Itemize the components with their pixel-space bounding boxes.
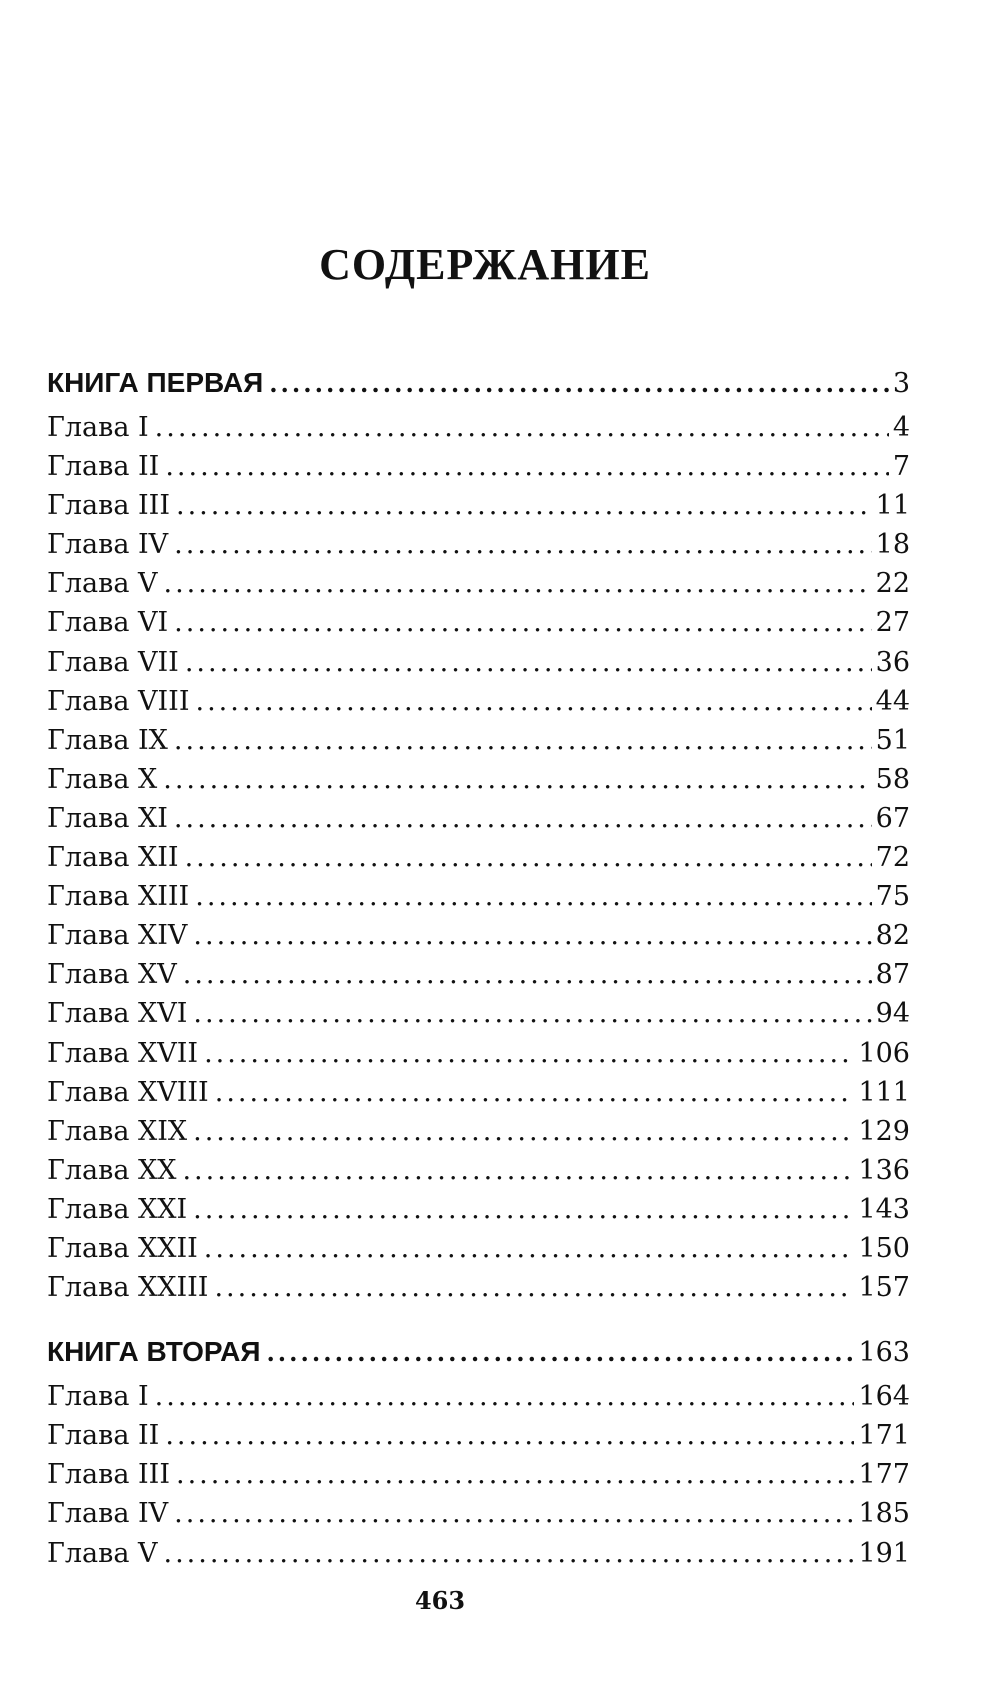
dot-leader — [183, 955, 872, 994]
dot-leader — [164, 1534, 855, 1573]
chapter-entry-label: Глава III — [47, 1459, 171, 1491]
dot-leader — [215, 1073, 855, 1112]
dot-leader — [185, 838, 872, 877]
chapter-entry-label: Глава XXIII — [47, 1272, 209, 1304]
chapter-entry-label: Глава XIX — [47, 1115, 188, 1147]
dot-leader — [193, 1112, 854, 1151]
dot-leader — [185, 643, 872, 682]
chapter-entry-label: Глава IV — [47, 529, 169, 561]
chapter-entry-page-number: 94 — [875, 998, 910, 1030]
dot-leader — [266, 1328, 854, 1378]
chapter-entry — [47, 603, 910, 642]
dot-leader — [269, 359, 889, 409]
dot-leader — [163, 760, 871, 799]
chapter-entry-page-number: 44 — [875, 685, 910, 717]
chapter-entry-label: Глава XVI — [47, 998, 188, 1030]
book-heading — [47, 358, 910, 408]
dot-leader — [204, 1034, 854, 1073]
chapter-entry — [47, 408, 910, 447]
chapter-entry-label: Глава I — [47, 1381, 149, 1413]
dot-leader — [176, 1455, 854, 1494]
book-heading — [47, 1327, 910, 1377]
dot-leader — [193, 994, 871, 1033]
book-heading-label: КНИГА ВТОРАЯ — [47, 1336, 261, 1368]
chapter-entry-label: Глава II — [47, 1420, 160, 1452]
chapter-entry-page-number: 191 — [858, 1537, 910, 1569]
section-gap — [47, 1307, 910, 1327]
chapter-entry — [47, 799, 910, 838]
chapter-entry-page-number: 18 — [875, 529, 910, 561]
chapter-entry-label: Глава IV — [47, 1498, 169, 1530]
table-of-contents — [47, 358, 910, 1573]
chapter-entry-label: Глава XVIII — [47, 1076, 209, 1108]
chapter-entry-label: Глава XI — [47, 802, 168, 834]
book-heading-page-number: 163 — [858, 1337, 910, 1369]
chapter-entry — [47, 1494, 910, 1533]
dot-leader — [193, 916, 871, 955]
chapter-entry — [47, 1112, 910, 1151]
page-number: 463 — [414, 1586, 466, 1615]
chapter-entry — [47, 682, 910, 721]
chapter-entry — [47, 525, 910, 564]
chapter-entry-label: Глава XV — [47, 959, 177, 991]
chapter-entry — [47, 1229, 910, 1268]
chapter-entry-page-number: 11 — [875, 490, 910, 522]
chapter-entry — [47, 1151, 910, 1190]
chapter-entry-page-number: 136 — [858, 1154, 910, 1186]
chapter-entry-label: Глава XXI — [47, 1193, 188, 1225]
dot-leader — [182, 1151, 854, 1190]
chapter-entry-page-number: 51 — [875, 724, 910, 756]
chapter-entry — [47, 1190, 910, 1229]
chapter-entry-page-number: 58 — [875, 763, 910, 795]
dot-leader — [174, 603, 871, 642]
chapter-entry-label: Глава VI — [47, 607, 169, 639]
chapter-entry-label: Глава XX — [47, 1154, 177, 1186]
chapter-entry — [47, 721, 910, 760]
chapter-entry-label: Глава I — [47, 412, 149, 443]
chapter-entry-page-number: 171 — [858, 1420, 910, 1452]
chapter-entry-label: Глава X — [47, 763, 158, 795]
chapter-entry — [47, 1377, 910, 1416]
chapter-entry-page-number: 36 — [875, 646, 910, 678]
chapter-entry — [47, 1534, 910, 1573]
chapter-entry — [47, 1416, 910, 1455]
chapter-entry-label: Глава V — [47, 1537, 158, 1569]
dot-leader — [165, 447, 888, 486]
chapter-entry-label: Глава V — [47, 568, 158, 600]
chapter-entry-page-number: 106 — [858, 1037, 910, 1069]
chapter-entry-page-number: 87 — [875, 959, 910, 991]
chapter-entry-page-number: 150 — [858, 1232, 910, 1264]
dot-leader — [193, 1190, 854, 1229]
dot-leader — [155, 408, 889, 447]
dot-leader — [174, 525, 871, 564]
dot-leader — [155, 1377, 855, 1416]
chapter-entry — [47, 838, 910, 877]
chapter-entry — [47, 760, 910, 799]
chapter-entry — [47, 1073, 910, 1112]
dot-leader — [195, 877, 871, 916]
chapter-entry-page-number: 27 — [875, 607, 910, 639]
chapter-entry — [47, 877, 910, 916]
dot-leader — [176, 486, 872, 525]
chapter-entry-page-number: 7 — [892, 451, 910, 483]
chapter-entry-page-number: 111 — [858, 1076, 910, 1108]
chapter-entry-label: Глава IX — [47, 724, 168, 756]
dot-leader — [174, 799, 872, 838]
chapter-entry-label: Глава XIV — [47, 920, 188, 952]
chapter-entry-label: Глава VIII — [47, 685, 190, 717]
dot-leader — [164, 564, 872, 603]
chapter-entry-page-number: 72 — [875, 842, 910, 874]
chapter-entry-label: Глава XII — [47, 842, 179, 874]
chapter-entry — [47, 486, 910, 525]
book-heading-label: КНИГА ПЕРВАЯ — [47, 367, 264, 398]
chapter-entry — [47, 955, 910, 994]
dot-leader — [214, 1268, 854, 1307]
dot-leader — [174, 721, 872, 760]
chapter-entry-page-number: 185 — [858, 1498, 910, 1530]
chapter-entry — [47, 916, 910, 955]
chapter-entry-label: Глава III — [47, 490, 171, 522]
chapter-entry-page-number: 157 — [858, 1272, 910, 1304]
chapter-entry-label: Глава VII — [47, 646, 179, 678]
chapter-entry-label: Глава XVII — [47, 1037, 199, 1069]
chapter-entry-page-number: 67 — [875, 802, 910, 834]
chapter-entry-label: Глава II — [47, 451, 160, 483]
chapter-entry — [47, 1034, 910, 1073]
chapter-entry-label: Глава XIII — [47, 881, 190, 913]
chapter-entry-page-number: 22 — [875, 568, 910, 600]
chapter-entry — [47, 643, 910, 682]
chapter-entry-page-number: 143 — [858, 1193, 910, 1225]
chapter-entry — [47, 1268, 910, 1307]
chapter-entry-page-number: 4 — [892, 412, 910, 443]
page-title: СОДЕРЖАНИЕ — [319, 240, 651, 289]
chapter-entry — [47, 1455, 910, 1494]
chapter-entry-page-number: 82 — [875, 920, 910, 952]
chapter-entry-page-number: 164 — [858, 1381, 910, 1413]
chapter-entry-page-number: 75 — [875, 881, 910, 913]
chapter-entry-page-number: 129 — [858, 1115, 910, 1147]
dot-leader — [196, 682, 872, 721]
dot-leader — [174, 1494, 854, 1533]
chapter-entry-page-number: 177 — [858, 1459, 910, 1491]
dot-leader — [165, 1416, 854, 1455]
chapter-entry — [47, 447, 910, 486]
chapter-entry-label: Глава XXII — [47, 1232, 198, 1264]
dot-leader — [204, 1229, 855, 1268]
book-heading-page-number: 3 — [892, 368, 910, 399]
chapter-entry — [47, 564, 910, 603]
chapter-entry — [47, 994, 910, 1033]
